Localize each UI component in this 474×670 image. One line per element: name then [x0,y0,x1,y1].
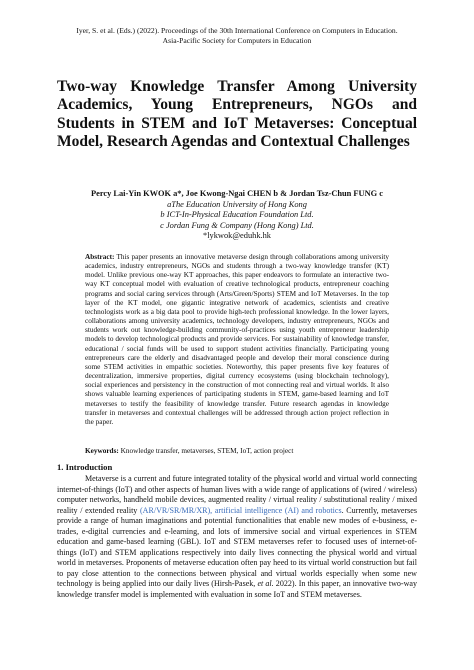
keywords-text: Knowledge transfer, metaverses, STEM, IoT, action project [120,447,294,455]
author-email: *lykwok@eduhk.hk [203,231,271,241]
proceedings-header [40,26,434,45]
intro-link-ar-vr[interactable]: (AR/VR/SR/MR/XR), artificial intelligence (AI) and robotics [139,505,342,515]
intro-text-1: Metaverse is a current and future integrated totality of the physical world and virtual world connecting internet-of-things (IoT) and other aspects of human lives with a wide range of applications of (wired / wireless) computer networks, handheld mobile devices, augmented reality / virtual reality / substitutional reality / mixed reality / extended reality [57,474,417,515]
intro-text-3: 2022). In this paper, an innovative two-way knowledge transfer model is implemented with evaluation in some IoT and STEM metaverses. [57,579,417,600]
abstract-text: This paper presents an innovative metaverse design through collaborations among university academics, industry entrepreneurs, NGOs and students through a two-way knowledge transfer (KT) model. Unlike previous one-way KT approaches, this paper endeavors to formulate an interactive two-way KT conceptual model with evaluation of creative technological products, entrepreneur coaching programs and social caring services through (Arts/Green/Sports) STEM and IoT Metaverses. In the top layer of the KT model, one gigantic integrative network of academics, scientists and creative technologists work as a big data pool to provide high-tech professional knowledge. In the lower layers, collaborations among university academics, technology developers, industry entrepreneurs, NGOs and students work out knowledge-building community-of-practices using youth entrepreneur leadership models to develop technological products and provide services. For sustainability of knowledge transfer, educational / social funds will be used to support student activities financially. Participating young entrepreneurs care the elderly and disadvantaged people and develop their moral conscience during some STEM activities in empathic societies. Noteworthy, this paper presents five key features of decentralization, immersive properties, digital currency ecosystems (using blockchain technology), social experiences and persistency in the construction of mot connecting real and virtual worlds. It also shows valuable learning experiences of participating students in STEM, game-based learning and IoT metaverses to testify the feasibility of knowledge transfer. Future research agendas in knowledge transfer in metaverses and contextual challenges will be addressed through action project reflection in the paper. [85,253,389,426]
affiliation-b: b ICT-In-Physical Education Foundation Ltd. [160,210,314,220]
author-names: Percy Lai-Yin KWOK a*, Joe Kwong-Ngai CHEN b & Jordan Tsz-Chun FUNG c [91,189,383,198]
header-publisher: Asia-Pacific Society for Computers in Education [162,35,312,45]
affiliation-c: c Jordan Fung & Company (Hong Kong) Ltd. [160,220,314,230]
affiliation-a: aThe Education University of Hong Kong [167,199,307,209]
author-block [40,189,434,242]
introduction-paragraph [57,474,417,601]
intro-text-2: . Currently, metaverses provide a range of human imaginations and potential functionalities that enable new modes of e-business, e-trades, e-digital currencies and e-learning, and lots of immersive social and virtual experiences in STEM education and game-based learning (GBL). IoT and STEM metaverses refer to focused uses of internet-of-things (IoT) and STEM applications respectively into daily lives connecting the physical world and virtual world in metaverses. Proponents of metaverse education often pay heed to its virtual world construction but fail to pay close attention to the connections between physical and virtual worlds especially when some new technology is being applied into our daily lives (Hirsh-Pasek, [57,505,417,589]
intro-citation-etal: et al. [257,579,274,589]
abstract [85,253,389,427]
header-citation: Iyer, S. et al. (Eds.) (2022). Proceedings of the 30th International Conference on Computers in Education. [76,26,398,35]
keywords [85,447,389,456]
paper-title: Two-way Knowledge Transfer Among University Academics, Young Entrepreneurs, NGOs and Students in STEM and IoT Metaverses: Conceptual Model, Research Agendas and Contextual Challenges [57,78,417,151]
section-heading: 1. Introduction [57,462,113,472]
abstract-label: Abstract: [85,253,115,261]
keywords-label: Keywords: [85,447,119,455]
